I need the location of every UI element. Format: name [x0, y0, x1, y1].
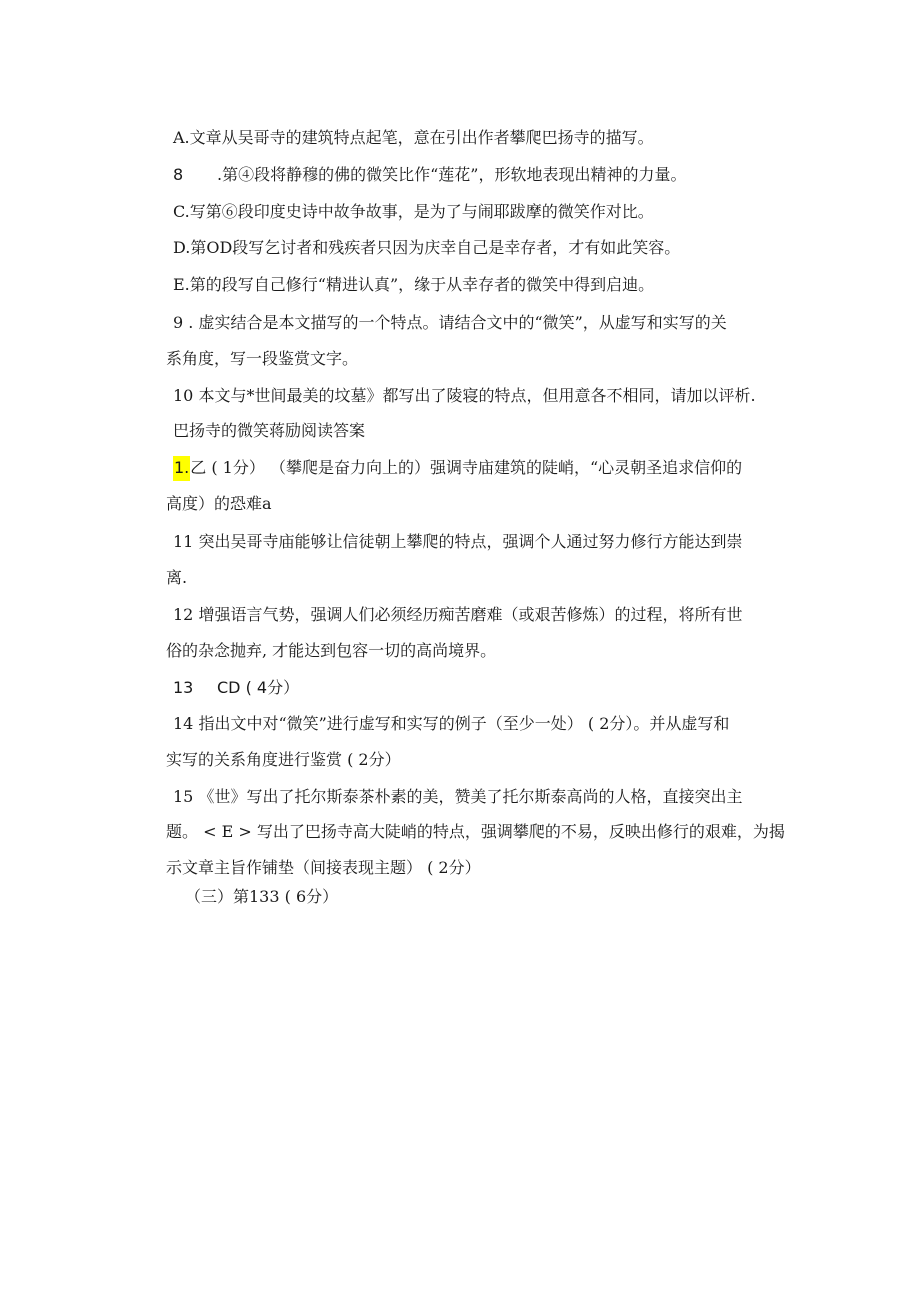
answer-15-line-3: 示文章主旨作铺垫（间接表现主题） ( 2分）: [166, 858, 481, 877]
highlighted-number: 1.: [173, 456, 190, 481]
option-e: E.第的段写自己修行“精进认真”，缘于从幸存者的微笑中得到启迪。: [173, 275, 655, 294]
option-d: D.第OD段写乞讨者和残疾者只因为庆幸自己是幸存者，才有如此笑容。: [173, 238, 681, 257]
answer-13-text: CD ( 4分）: [217, 678, 300, 697]
option-a: A.文章从吴哥寺的建筑特点起笔，意在引出作者攀爬巴扬寺的描写。: [173, 128, 654, 147]
question-9-line-2: 系角度，写一段鉴赏文字。: [166, 349, 359, 368]
section-three-note: （三）第133 ( 6分）: [185, 887, 339, 906]
answer-1-text: 乙 ( 1分） （攀爬是奋力向上的）强调寺庙建筑的陡峭，“心灵朝圣追求信仰的: [190, 458, 743, 477]
answer-12-line-1: 12 增强语言气势，强调人们必须经历痴苦磨难（或艰苦修炼）的过程，将所有世: [173, 605, 743, 624]
answer-13: [173, 678, 299, 698]
answer-11-line-1: 11 突出吴哥寺庙能够让信徒朝上攀爬的特点，强调个人通过努力修行方能达到崇: [173, 532, 743, 551]
option-b-text: .第④段将静穆的佛的微笑比作“莲花”，形软地表现出精神的力量。: [217, 165, 687, 184]
answer-heading: 巴扬寺的微笑蒋励阅读答案: [173, 421, 366, 440]
answer-13-number: 13: [173, 678, 194, 697]
answer-14-line-1: 14 指出文中对“微笑”进行虚写和实写的例子（至少一处） ( 2分）。并从虚写和: [173, 714, 730, 733]
answer-14-line-2: 实写的关系角度进行鉴赏 ( 2分）: [166, 750, 401, 769]
answer-1-line-1: [173, 458, 742, 478]
question-9-line-1: 9 . 虚实结合是本文描写的一个特点。请结合文中的“微笑”，从虚写和实写的关: [173, 313, 727, 332]
answer-1-line-2: 高度）的恐难a: [166, 494, 272, 513]
option-b-number: 8: [173, 165, 184, 184]
answer-11-line-2: 离.: [166, 568, 188, 587]
answer-15-line-2: 题。 < E > 写出了巴扬寺高大陡峭的特点，强调攀爬的不易，反映出修行的艰难，为揭: [166, 822, 785, 841]
option-b: [173, 165, 686, 185]
answer-12-line-2: 俗的杂念抛弃, 才能达到包容一切的高尚境界。: [166, 641, 497, 660]
option-c: C.写第⑥段印度史诗中故争故事，是为了与闹耶跋摩的微笑作对比。: [173, 202, 654, 221]
question-10: 10 本文与*世间最美的坟墓》都写出了陵寝的特点，但用意各不相同，请加以评析.: [173, 386, 756, 405]
answer-15-line-1: 15 《世》写出了托尔斯泰茶朴素的美，赞美了托尔斯泰高尚的人格，直接突出主: [173, 787, 743, 806]
